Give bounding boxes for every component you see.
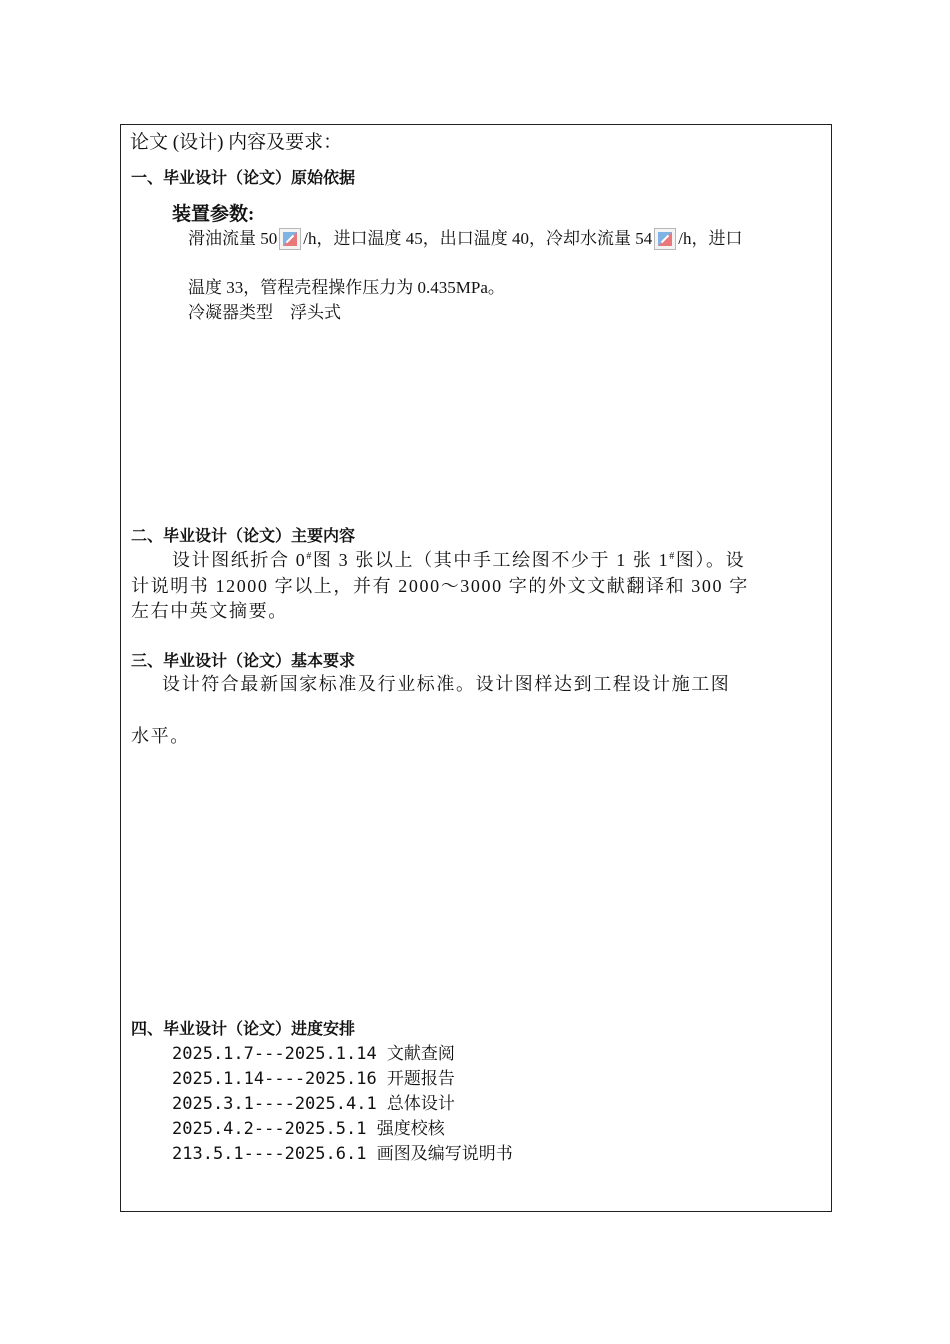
- schedule-item: 213.5.1----2025.6.1 画图及编写说明书: [172, 1144, 513, 1164]
- section1-line3: 冷凝器类型 浮头式: [188, 303, 341, 322]
- section1-line1: [188, 224, 742, 250]
- param-title: 装置参数:: [172, 204, 255, 225]
- section1-heading: 一、毕业设计（论文）原始依据: [131, 168, 356, 187]
- section3-line2: 水平。: [131, 726, 190, 746]
- flow-text-c: /h，进口: [678, 229, 743, 248]
- page-title: 论文 (设计) 内容及要求：: [130, 132, 343, 153]
- section3-line1: 设计符合最新国家标准及行业标准。设计图样达到工程设计施工图: [162, 674, 731, 694]
- section3-heading: 三、毕业设计（论文）基本要求: [131, 651, 356, 670]
- schedule-item: 2025.4.2---2025.5.1 强度校核: [172, 1119, 445, 1139]
- drawing-text-a: 设计图纸折合 0: [172, 550, 307, 570]
- section2-heading: 二、毕业设计（论文）主要内容: [131, 526, 356, 545]
- section2-line2: 计说明书 12000 字以上，并有 2000～3000 字的外文文献翻译和 300 字: [131, 576, 749, 596]
- drawing-text-c: 图）。设: [675, 550, 746, 570]
- section2-line1: [172, 546, 745, 572]
- broken-image-icon: [654, 228, 676, 250]
- schedule-item: 2025.3.1----2025.4.1 总体设计: [172, 1094, 455, 1114]
- sup-mark: #: [306, 551, 313, 562]
- section1-line2: 温度 33，管程壳程操作压力为 0.435MPa。: [188, 278, 505, 297]
- flow-text-a: 滑油流量 50: [188, 229, 278, 248]
- sup-mark: #: [669, 551, 676, 562]
- flow-text-b: /h，进口温度 45，出口温度 40，冷却水流量 54: [303, 229, 653, 248]
- schedule-item: 2025.1.14----2025.16 开题报告: [172, 1069, 455, 1089]
- section4-heading: 四、毕业设计（论文）进度安排: [131, 1019, 356, 1038]
- drawing-text-b: 图 3 张以上（其中手工绘图不少于 1 张 1: [312, 550, 670, 570]
- schedule-item: 2025.1.7---2025.1.14 文献查阅: [172, 1044, 455, 1064]
- broken-image-icon: [279, 228, 301, 250]
- section2-line3: 左右中英文摘要。: [131, 601, 288, 621]
